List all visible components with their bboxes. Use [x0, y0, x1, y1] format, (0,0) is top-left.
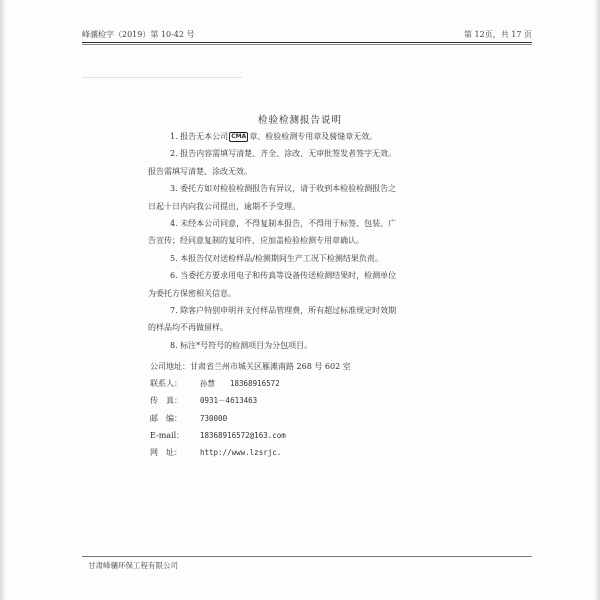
contact-postcode: [150, 410, 470, 427]
page-title: 检验检测报告说明: [257, 115, 342, 126]
fax-value: 0931－4613463: [200, 396, 258, 406]
website-value: http://www.lzsrjc.: [200, 448, 282, 458]
cma-stamp-icon: CMA: [231, 133, 247, 140]
note-6-line-1: 6. 当委托方要求用电子和传真等设备传送检测结果时，检测单位: [170, 271, 397, 281]
note-4-line-2: 告宣传；经同意复制的复印件，应加盖检验检测专用章确认。: [148, 236, 364, 246]
contact-person: [150, 375, 470, 392]
footer-divider: [82, 556, 532, 557]
contact-address: [150, 358, 470, 375]
note-2-line-2: 报告需填写清楚、涂改无效。: [148, 166, 252, 176]
website-label: 网 址：: [150, 448, 182, 458]
person-value: 孙慧 18368916572: [200, 379, 280, 389]
scan-artifact-line: [82, 77, 242, 78]
note-5: 5. 本报告仅对送检样品/检测期间生产工况下检测结果负责。: [170, 253, 383, 263]
note-7-line-2: 的样品均不再做留样。: [148, 323, 228, 333]
scan-edge-left: [0, 0, 6, 600]
contact-website: [150, 444, 470, 461]
note-6-line-2: 为委托方保密相关信息。: [148, 288, 236, 298]
note-1-suffix: 章、检验检测专用章及骑缝章无效。: [249, 132, 378, 141]
note-3-line-2: 日起十日内向我公司提出，逾期不予受理。: [148, 201, 300, 211]
note-7-line-1: 7. 除客户特别申明并支付样品管理费，所有超过标准规定时效期: [170, 306, 397, 316]
postcode-label: 邮 编：: [150, 413, 182, 423]
contact-block: [150, 358, 470, 461]
address-label: 公司地址：: [150, 362, 190, 371]
note-4-line-1: 4. 未经本公司同意，不得复制本报告，不得用于标签、包装、广: [170, 219, 397, 229]
report-notes: [148, 128, 448, 354]
email-label: E-mail：: [150, 430, 185, 440]
contact-email: [150, 427, 470, 444]
postcode-value: 730000: [200, 413, 228, 423]
header-divider-thin: [82, 44, 532, 45]
note-1: [148, 128, 448, 145]
footer-company: 甘肃峰骧环保工程有限公司: [88, 561, 178, 570]
report-number: 峰骧检字（2019）第 10-42 号: [82, 30, 195, 39]
header-divider: [82, 42, 532, 43]
address-value: 甘肃省兰州市城关区雁滩南路 268 号 602 室: [190, 362, 351, 371]
fax-label: 传 真：: [150, 396, 182, 406]
page-info: 第 12页，共 17 页: [464, 30, 532, 39]
note-8: 8. 标注*号符号的检测项目为分包项目。: [170, 340, 313, 350]
note-3-line-1: 3. 委托方如对检验检测报告有异议，请于收到本检验检测报告之: [170, 184, 397, 194]
note-2-line-1: 2. 报告内容需填写清楚、齐全、涂改、无审批签发者签字无效。: [170, 149, 397, 159]
email-value: 18368916572@163.com: [200, 430, 286, 440]
contact-fax: [150, 392, 470, 409]
person-label: 联系人：: [150, 379, 182, 389]
scan-edge-right: [594, 0, 600, 600]
note-1-prefix: 1. 报告无本公司: [170, 132, 229, 141]
